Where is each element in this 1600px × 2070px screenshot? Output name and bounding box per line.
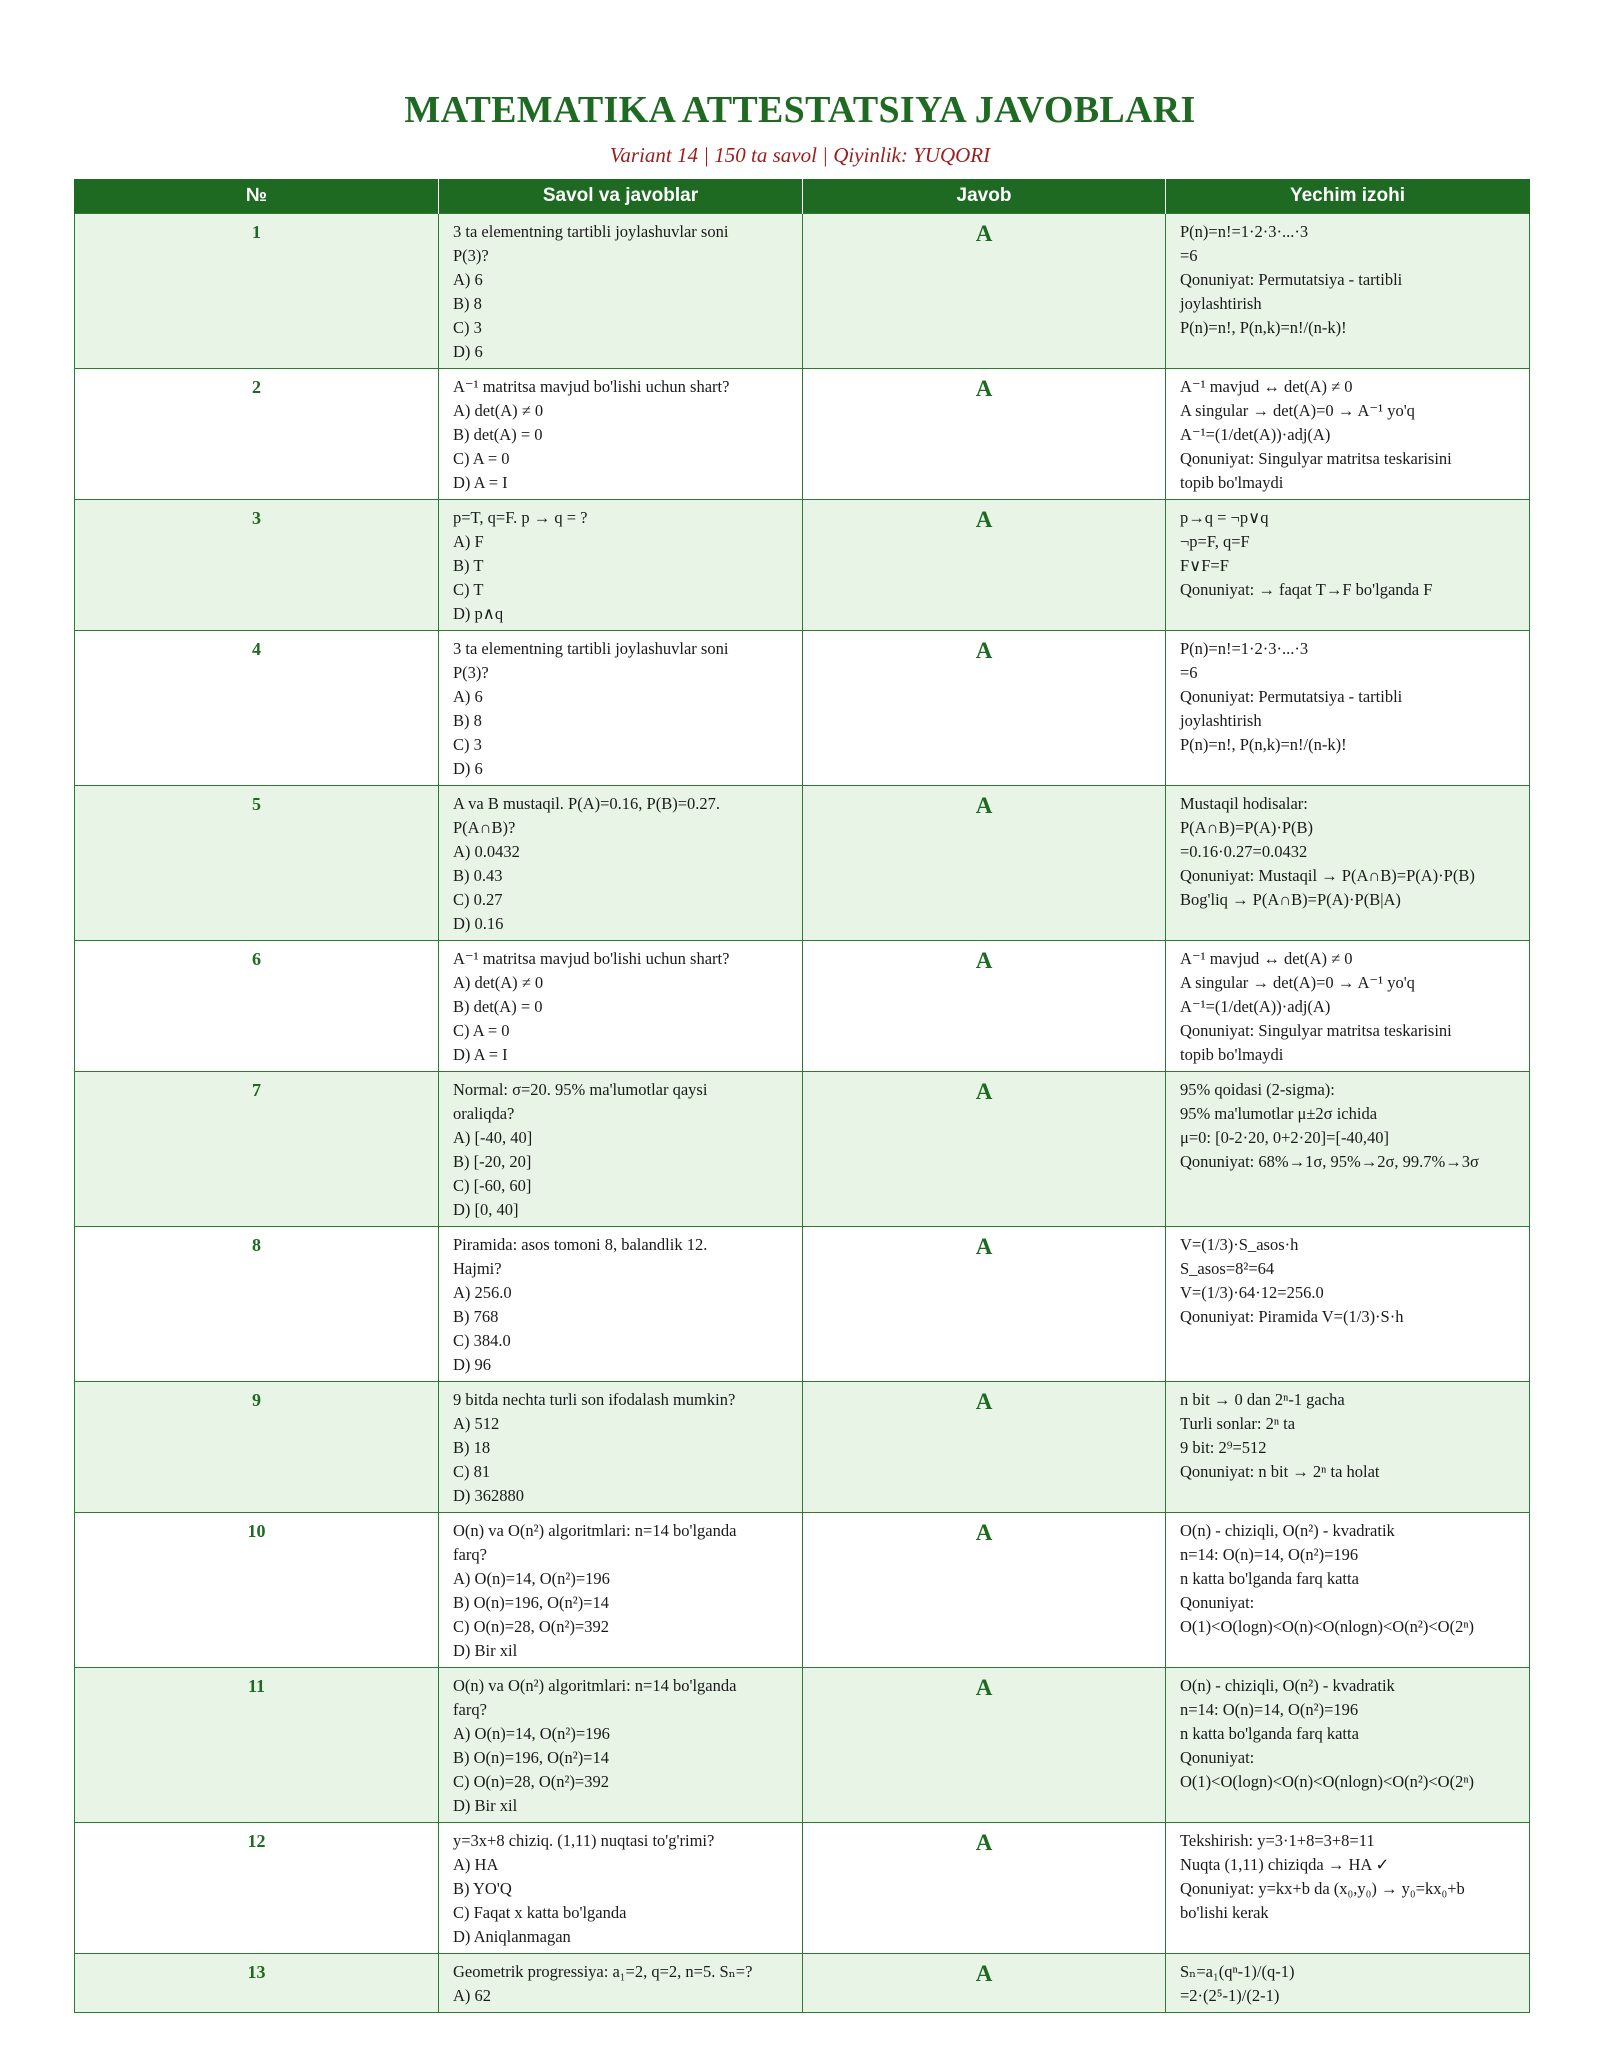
question-line: D) A = I xyxy=(453,473,508,492)
question-text: p=T, q=F. p → q = ? xyxy=(453,508,588,527)
explanation-line: Qonuniyat: Permutatsiya - tartibli xyxy=(1180,270,1403,289)
answer-cell: A xyxy=(803,1382,1166,1513)
explanation-line: Bog'liq → P(A∩B)=P(A)·P(B|A) xyxy=(1180,890,1401,909)
explanation-cell xyxy=(1166,1823,1530,1954)
table-row xyxy=(75,1072,1530,1227)
question-line: D) A = I xyxy=(453,1045,508,1064)
question-cell xyxy=(439,500,803,631)
explanation-line: =6 xyxy=(1180,663,1198,682)
question-line: D) 6 xyxy=(453,342,483,361)
question-line: C) O(n)=28, O(n²)=392 xyxy=(453,1772,609,1791)
question-text: 3 ta elementning tartibli joylashuvlar soni xyxy=(453,222,729,241)
question-cell xyxy=(439,1668,803,1823)
question-text: Piramida: asos tomoni 8, balandlik 12. xyxy=(453,1235,708,1254)
table-row xyxy=(75,786,1530,941)
explanation-cell xyxy=(1166,500,1530,631)
table-row xyxy=(75,1382,1530,1513)
explanation-line: n=14: O(n)=14, O(n²)=196 xyxy=(1180,1545,1359,1564)
explanation-line: A singular → det(A)=0 → A⁻¹ yo'q xyxy=(1180,401,1415,420)
question-cell xyxy=(439,369,803,500)
table-body xyxy=(75,214,1530,2013)
question-line: B) 18 xyxy=(453,1438,491,1457)
table-row xyxy=(75,214,1530,369)
question-line: oraliqda? xyxy=(453,1104,515,1123)
explanation-line: O(n) - chiziqli, O(n²) - kvadratik xyxy=(1180,1676,1395,1695)
row-number: 8 xyxy=(75,1227,439,1382)
question-text: A⁻¹ matritsa mavjud bo'lishi uchun shart? xyxy=(453,377,730,396)
question-line: C) 384.0 xyxy=(453,1331,511,1350)
explanation-line: Qonuniyat: y=kx+b da (x₀,y₀) → y₀=kx₀+b xyxy=(1180,1879,1465,1898)
question-text: 3 ta elementning tartibli joylashuvlar soni xyxy=(453,639,729,658)
table-row xyxy=(75,500,1530,631)
question-line: B) T xyxy=(453,556,484,575)
table-row xyxy=(75,1954,1530,2013)
question-line: A) det(A) ≠ 0 xyxy=(453,401,544,420)
row-number: 12 xyxy=(75,1823,439,1954)
question-text: A⁻¹ matritsa mavjud bo'lishi uchun shart? xyxy=(453,949,730,968)
question-line: A) det(A) ≠ 0 xyxy=(453,973,544,992)
question-line: A) 512 xyxy=(453,1414,500,1433)
question-line: D) [0, 40] xyxy=(453,1200,519,1219)
explanation-cell xyxy=(1166,631,1530,786)
explanation-line: bo'lishi kerak xyxy=(1180,1903,1269,1922)
explanation-cell xyxy=(1166,786,1530,941)
row-number: 2 xyxy=(75,369,439,500)
answer-cell: A xyxy=(803,1668,1166,1823)
explanation-cell xyxy=(1166,214,1530,369)
explanation-line: P(n)=n!=1·2·3·...·3 xyxy=(1180,222,1309,241)
explanation-line: Qonuniyat: Singulyar matritsa teskarisini xyxy=(1180,1021,1452,1040)
question-line: D) 362880 xyxy=(453,1486,525,1505)
explanation-line: p→q = ¬p∨q xyxy=(1180,508,1269,527)
explanation-line: 95% ma'lumotlar μ±2σ ichida xyxy=(1180,1104,1378,1123)
page-title: MATEMATIKA ATTESTATSIYA JAVOBLARI xyxy=(404,89,1196,131)
question-line: farq? xyxy=(453,1700,487,1719)
row-number: 6 xyxy=(75,941,439,1072)
question-line: D) Bir xil xyxy=(453,1796,518,1815)
answer-cell: A xyxy=(803,1513,1166,1668)
question-line: P(3)? xyxy=(453,663,489,682)
question-line: A) F xyxy=(453,532,484,551)
row-number: 7 xyxy=(75,1072,439,1227)
explanation-line: μ=0: [0-2·20, 0+2·20]=[-40,40] xyxy=(1180,1128,1390,1147)
explanation-line: A⁻¹ mavjud ↔ det(A) ≠ 0 xyxy=(1180,949,1353,968)
explanation-line: A⁻¹=(1/det(A))·adj(A) xyxy=(1180,997,1331,1016)
table-header-row xyxy=(75,179,1530,214)
explanation-line: n bit → 0 dan 2ⁿ-1 gacha xyxy=(1180,1390,1345,1409)
explanation-line: Qonuniyat: 68%→1σ, 95%→2σ, 99.7%→3σ xyxy=(1180,1152,1479,1171)
explanation-line: O(n) - chiziqli, O(n²) - kvadratik xyxy=(1180,1521,1395,1540)
question-line: B) [-20, 20] xyxy=(453,1152,532,1171)
question-text: O(n) va O(n²) algoritmlari: n=14 bo'lganda xyxy=(453,1521,737,1540)
column-header-number: № xyxy=(75,179,439,214)
explanation-line: 9 bit: 2⁹=512 xyxy=(1180,1438,1267,1457)
explanation-line: P(n)=n!, P(n,k)=n!/(n-k)! xyxy=(1180,735,1347,754)
explanation-cell xyxy=(1166,941,1530,1072)
question-line: A) 6 xyxy=(453,687,483,706)
question-line: B) 8 xyxy=(453,711,482,730)
answer-cell: A xyxy=(803,941,1166,1072)
question-line: C) [-60, 60] xyxy=(453,1176,532,1195)
explanation-line: n katta bo'lganda farq katta xyxy=(1180,1724,1359,1743)
explanation-line: joylashtirish xyxy=(1180,294,1262,313)
explanation-line: A singular → det(A)=0 → A⁻¹ yo'q xyxy=(1180,973,1415,992)
question-line: A) 256.0 xyxy=(453,1283,512,1302)
question-line: D) Bir xil xyxy=(453,1641,518,1660)
explanation-line: F∨F=F xyxy=(1180,556,1229,575)
explanation-line: Tekshirish: y=3·1+8=3+8=11 xyxy=(1180,1831,1375,1850)
question-line: C) 0.27 xyxy=(453,890,503,909)
question-line: D) 96 xyxy=(453,1355,492,1374)
question-cell xyxy=(439,631,803,786)
answer-cell: A xyxy=(803,1227,1166,1382)
table-row xyxy=(75,1227,1530,1382)
explanation-line: P(A∩B)=P(A)·P(B) xyxy=(1180,818,1314,837)
question-text: Geometrik progressiya: a₁=2, q=2, n=5. Sₙ=? xyxy=(453,1962,753,1981)
column-header-question: Savol va javoblar xyxy=(439,179,803,214)
explanation-line: =2·(2⁵-1)/(2-1) xyxy=(1180,1986,1280,2005)
explanation-cell xyxy=(1166,1072,1530,1227)
question-cell xyxy=(439,1382,803,1513)
explanation-line: Qonuniyat: Permutatsiya - tartibli xyxy=(1180,687,1403,706)
explanation-cell xyxy=(1166,369,1530,500)
question-cell xyxy=(439,1072,803,1227)
row-number: 10 xyxy=(75,1513,439,1668)
question-line: A) [-40, 40] xyxy=(453,1128,533,1147)
question-line: P(A∩B)? xyxy=(453,818,516,837)
row-number: 4 xyxy=(75,631,439,786)
explanation-line: A⁻¹=(1/det(A))·adj(A) xyxy=(1180,425,1331,444)
question-line: C) A = 0 xyxy=(453,1021,510,1040)
row-number: 9 xyxy=(75,1382,439,1513)
explanation-line: Qonuniyat: n bit → 2ⁿ ta holat xyxy=(1180,1462,1380,1481)
table-row xyxy=(75,1668,1530,1823)
explanation-line: O(1)<O(logn)<O(n)<O(nlogn)<O(n²)<O(2ⁿ) xyxy=(1180,1772,1475,1791)
explanation-cell xyxy=(1166,1227,1530,1382)
question-cell xyxy=(439,214,803,369)
question-line: A) 0.0432 xyxy=(453,842,520,861)
question-line: B) 8 xyxy=(453,294,482,313)
explanation-line: joylashtirish xyxy=(1180,711,1262,730)
question-cell xyxy=(439,786,803,941)
explanation-line: n=14: O(n)=14, O(n²)=196 xyxy=(1180,1700,1359,1719)
question-text: y=3x+8 chiziq. (1,11) nuqtasi to'g'rimi? xyxy=(453,1831,715,1850)
question-line: P(3)? xyxy=(453,246,489,265)
answer-cell: A xyxy=(803,369,1166,500)
row-number: 3 xyxy=(75,500,439,631)
question-cell xyxy=(439,1823,803,1954)
explanation-line: Nuqta (1,11) chiziqda → HA ✓ xyxy=(1180,1855,1390,1874)
explanation-cell xyxy=(1166,1954,1530,2013)
question-line: C) T xyxy=(453,580,484,599)
question-text: O(n) va O(n²) algoritmlari: n=14 bo'lganda xyxy=(453,1676,737,1695)
explanation-line: V=(1/3)·64·12=256.0 xyxy=(1180,1283,1324,1302)
explanation-line: P(n)=n!, P(n,k)=n!/(n-k)! xyxy=(1180,318,1347,337)
question-line: A) 62 xyxy=(453,1986,492,2005)
answer-cell: A xyxy=(803,1954,1166,2013)
question-cell xyxy=(439,1954,803,2013)
question-line: A) O(n)=14, O(n²)=196 xyxy=(453,1724,610,1743)
explanation-line: P(n)=n!=1·2·3·...·3 xyxy=(1180,639,1309,658)
question-text: Normal: σ=20. 95% ma'lumotlar qaysi xyxy=(453,1080,708,1099)
question-line: C) Faqat x katta bo'lganda xyxy=(453,1903,627,1922)
explanation-line: Mustaqil hodisalar: xyxy=(1180,794,1308,813)
explanation-line: topib bo'lmaydi xyxy=(1180,473,1284,492)
page-subtitle: Variant 14 | 150 ta savol | Qiyinlik: YUQORI xyxy=(609,143,991,167)
explanation-line: Qonuniyat: Mustaqil → P(A∩B)=P(A)·P(B) xyxy=(1180,866,1475,885)
question-line: D) 6 xyxy=(453,759,483,778)
table-row xyxy=(75,941,1530,1072)
explanation-line: Qonuniyat: xyxy=(1180,1748,1255,1767)
table-row xyxy=(75,631,1530,786)
row-number: 5 xyxy=(75,786,439,941)
column-header-answer: Javob xyxy=(803,179,1166,214)
question-cell xyxy=(439,941,803,1072)
question-line: C) 81 xyxy=(453,1462,491,1481)
question-line: D) 0.16 xyxy=(453,914,504,933)
answer-cell: A xyxy=(803,500,1166,631)
answer-cell: A xyxy=(803,631,1166,786)
question-line: C) A = 0 xyxy=(453,449,510,468)
question-line: B) O(n)=196, O(n²)=14 xyxy=(453,1593,609,1612)
table-row xyxy=(75,369,1530,500)
question-line: A) HA xyxy=(453,1855,499,1874)
question-text: A va B mustaqil. P(A)=0.16, P(B)=0.27. xyxy=(453,794,721,813)
question-cell xyxy=(439,1513,803,1668)
question-line: Hajmi? xyxy=(453,1259,502,1278)
explanation-cell xyxy=(1166,1382,1530,1513)
column-header-explanation: Yechim izohi xyxy=(1166,179,1530,214)
question-line: B) det(A) = 0 xyxy=(453,425,543,444)
question-line: D) p∧q xyxy=(453,604,504,623)
table-row xyxy=(75,1823,1530,1954)
question-line: B) YO'Q xyxy=(453,1879,512,1898)
explanation-line: O(1)<O(logn)<O(n)<O(nlogn)<O(n²)<O(2ⁿ) xyxy=(1180,1617,1475,1636)
explanation-line: Qonuniyat: → faqat T→F bo'lganda F xyxy=(1180,580,1433,599)
answer-cell: A xyxy=(803,214,1166,369)
question-line: D) Aniqlanmagan xyxy=(453,1927,571,1946)
explanation-line: =6 xyxy=(1180,246,1198,265)
row-number: 13 xyxy=(75,1954,439,2013)
question-line: A) 6 xyxy=(453,270,483,289)
explanation-line: =0.16·0.27=0.0432 xyxy=(1180,842,1308,861)
explanation-line: V=(1/3)·S_asos·h xyxy=(1180,1235,1299,1254)
explanation-cell xyxy=(1166,1668,1530,1823)
question-line: A) O(n)=14, O(n²)=196 xyxy=(453,1569,610,1588)
explanation-line: Qonuniyat: xyxy=(1180,1593,1255,1612)
question-line: B) O(n)=196, O(n²)=14 xyxy=(453,1748,609,1767)
question-line: C) 3 xyxy=(453,318,482,337)
explanation-line: ¬p=F, q=F xyxy=(1180,532,1250,551)
question-text: 9 bitda nechta turli son ifodalash mumkin? xyxy=(453,1390,736,1409)
explanation-line: n katta bo'lganda farq katta xyxy=(1180,1569,1359,1588)
row-number: 1 xyxy=(75,214,439,369)
answer-cell: A xyxy=(803,1072,1166,1227)
question-line: B) 0.43 xyxy=(453,866,503,885)
question-line: B) 768 xyxy=(453,1307,499,1326)
explanation-line: Qonuniyat: Piramida V=(1/3)·S·h xyxy=(1180,1307,1404,1326)
question-line: C) O(n)=28, O(n²)=392 xyxy=(453,1617,609,1636)
explanation-line: 95% qoidasi (2-sigma): xyxy=(1180,1080,1335,1099)
table-row xyxy=(75,1513,1530,1668)
row-number: 11 xyxy=(75,1668,439,1823)
explanation-line: Qonuniyat: Singulyar matritsa teskarisini xyxy=(1180,449,1452,468)
explanation-line: Sₙ=a₁(qⁿ-1)/(q-1) xyxy=(1180,1962,1295,1981)
answer-cell: A xyxy=(803,1823,1166,1954)
answer-cell: A xyxy=(803,786,1166,941)
explanation-line: topib bo'lmaydi xyxy=(1180,1045,1284,1064)
question-line: farq? xyxy=(453,1545,487,1564)
explanation-line: A⁻¹ mavjud ↔ det(A) ≠ 0 xyxy=(1180,377,1353,396)
explanation-cell xyxy=(1166,1513,1530,1668)
question-line: C) 3 xyxy=(453,735,482,754)
explanation-line: Turli sonlar: 2ⁿ ta xyxy=(1180,1414,1296,1433)
explanation-line: S_asos=8²=64 xyxy=(1180,1259,1275,1278)
question-cell xyxy=(439,1227,803,1382)
question-line: B) det(A) = 0 xyxy=(453,997,543,1016)
answers-table xyxy=(74,179,1530,2013)
